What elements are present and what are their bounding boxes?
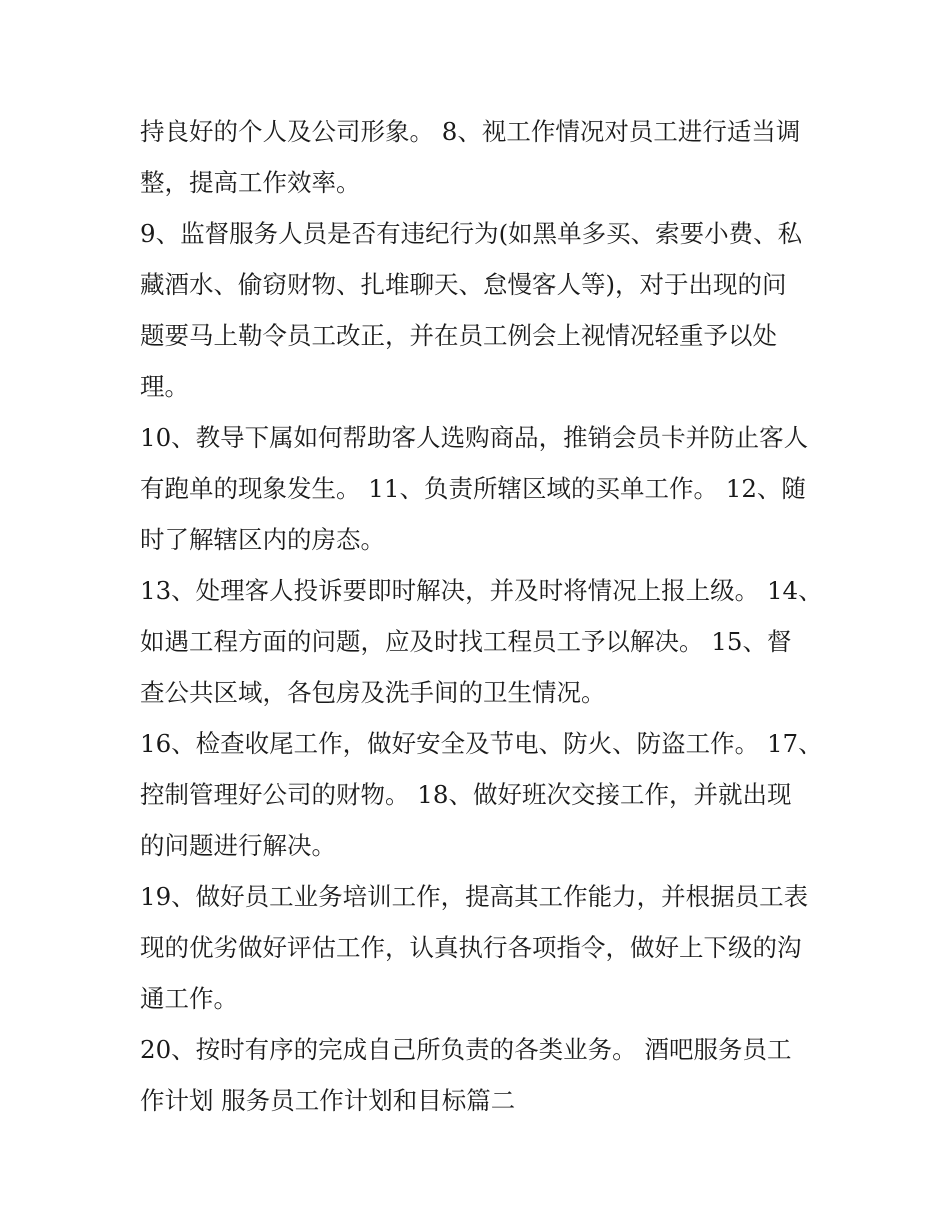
paragraph-item-9 <box>140 208 820 412</box>
paragraph-item-8 <box>140 106 820 208</box>
text-line: 19、做好员工业务培训工作，提高其工作能力，并根据员工表 <box>140 882 809 911</box>
text-line: 作计划 服务员工作计划和目标篇二 <box>140 1086 516 1115</box>
text-line: 20、按时有序的完成自己所负责的各类业务。 酒吧服务员工 <box>140 1035 792 1064</box>
text-line: 有跑单的现象发生。 11、负责所辖区域的买单工作。 12、随 <box>140 474 806 503</box>
text-line: 理。 <box>140 372 189 401</box>
paragraph-item-13 <box>140 565 823 718</box>
text-line: 控制管理好公司的财物。 18、做好班次交接工作，并就出现 <box>140 780 792 809</box>
paragraph-item-16 <box>140 718 823 871</box>
text-line: 通工作。 <box>140 984 238 1013</box>
text-line: 时了解辖区内的房态。 <box>140 525 385 554</box>
text-line: 整，提高工作效率。 <box>140 168 361 197</box>
text-line: 持良好的个人及公司形象。 8、视工作情况对员工进行适当调 <box>140 117 801 146</box>
paragraph-item-19 <box>140 871 820 1024</box>
text-line: 查公共区域，各包房及洗手间的卫生情况。 <box>140 678 606 707</box>
text-line: 10、教导下属如何帮助客人选购商品，推销会员卡并防止客人 <box>140 423 809 452</box>
text-line: 现的优劣做好评估工作，认真执行各项指令，做好上下级的沟 <box>140 933 802 962</box>
text-line: 16、检查收尾工作，做好安全及节电、防火、防盗工作。 17、 <box>140 729 823 758</box>
text-line: 13、处理客人投诉要即时解决，并及时将情况上报上级。 14、 <box>140 576 823 605</box>
text-line: 如遇工程方面的问题，应及时找工程员工予以解决。 15、督 <box>140 627 792 656</box>
text-line: 的问题进行解决。 <box>140 831 336 860</box>
paragraph-item-20 <box>140 1024 820 1126</box>
text-line: 题要马上勒令员工改正，并在员工例会上视情况轻重予以处 <box>140 321 777 350</box>
paragraph-item-10 <box>140 412 820 565</box>
text-line: 9、监督服务人员是否有违纪行为(如黑单多买、索要小费、私 <box>140 219 803 248</box>
text-line: 藏酒水、偷窃财物、扎堆聊天、怠慢客人等)，对于出现的问 <box>140 270 787 299</box>
document-body <box>140 106 823 1126</box>
